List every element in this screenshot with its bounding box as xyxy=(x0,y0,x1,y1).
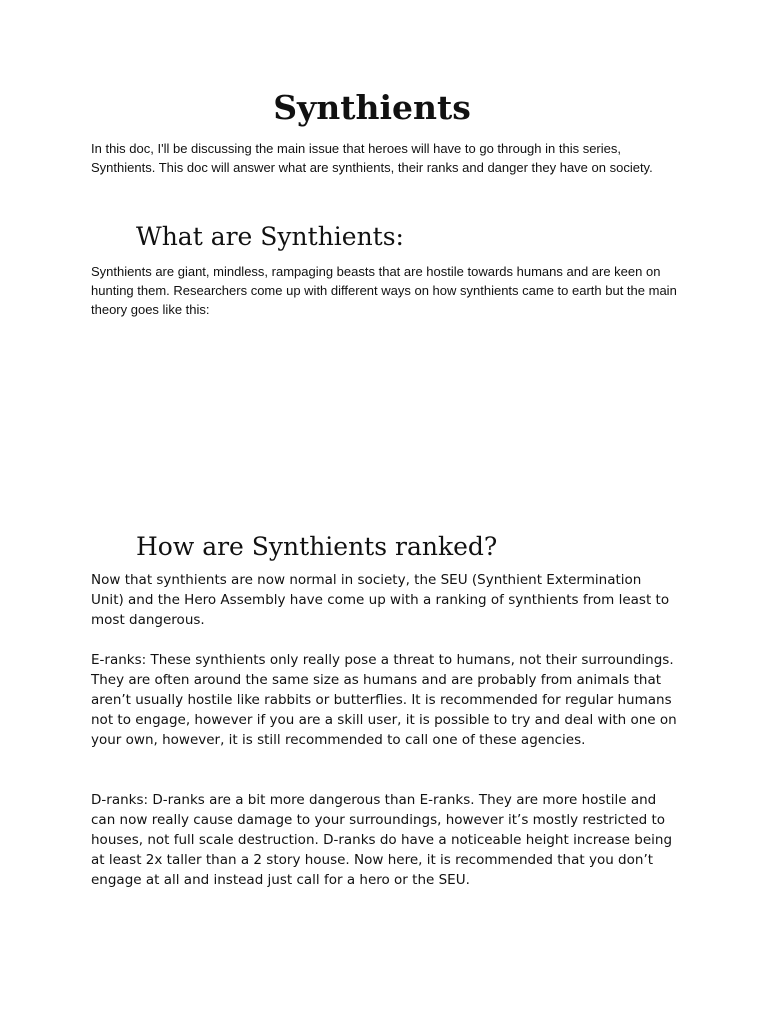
section1-paragraph xyxy=(91,262,681,319)
e-ranks-paragraph: E-ranks: These synthients only really pose a threat to humans, not their surroundings. They are often around the same size as humans and are probably from animals that aren’t usually hostile like rabbits or butterflies. It is recommended for regular humans not to engage, however if you are a skill user, it is possible to try and deal with one on your own, however, it is still recommended to call one of these agencies. xyxy=(91,652,677,748)
ranking-intro-paragraph: Now that synthients are now normal in society, the SEU (Synthient Extermination Unit) and the Hero Assembly have come up with a ranking of synthients from least to most dangerous. xyxy=(91,572,670,628)
d-ranks-paragraph: D-ranks: D-ranks are a bit more dangerous than E-ranks. They are more hostile and can now really cause damage to your surroundings, however it’s mostly restricted to houses, not full scale destruction. D-ranks do have a noticeable height increase being at least 2x taller than a 2 story house. Now here, it is recommended that you don’t engage at all and instead just call for a hero or the SEU. xyxy=(91,792,673,888)
section-heading-what-are-synthients: What are Synthients: xyxy=(136,222,404,251)
section-heading-how-are-synthients-ranked: How are Synthients ranked? xyxy=(136,532,498,561)
intro-paragraph: In this doc, I'll be discussing the main issue that heroes will have to go through in this series, Synthients. This doc will answer what are synthients, their ranks and danger they have on society. xyxy=(91,141,653,175)
document-title: Synthients xyxy=(273,88,471,127)
section1-text-normal: Synthients are giant, mindless, rampaging beasts that are hostile towards humans and are keen on hunting them. Researchers come up with different ways on how synthients came to earth but the main theory goes like this: xyxy=(91,264,677,317)
